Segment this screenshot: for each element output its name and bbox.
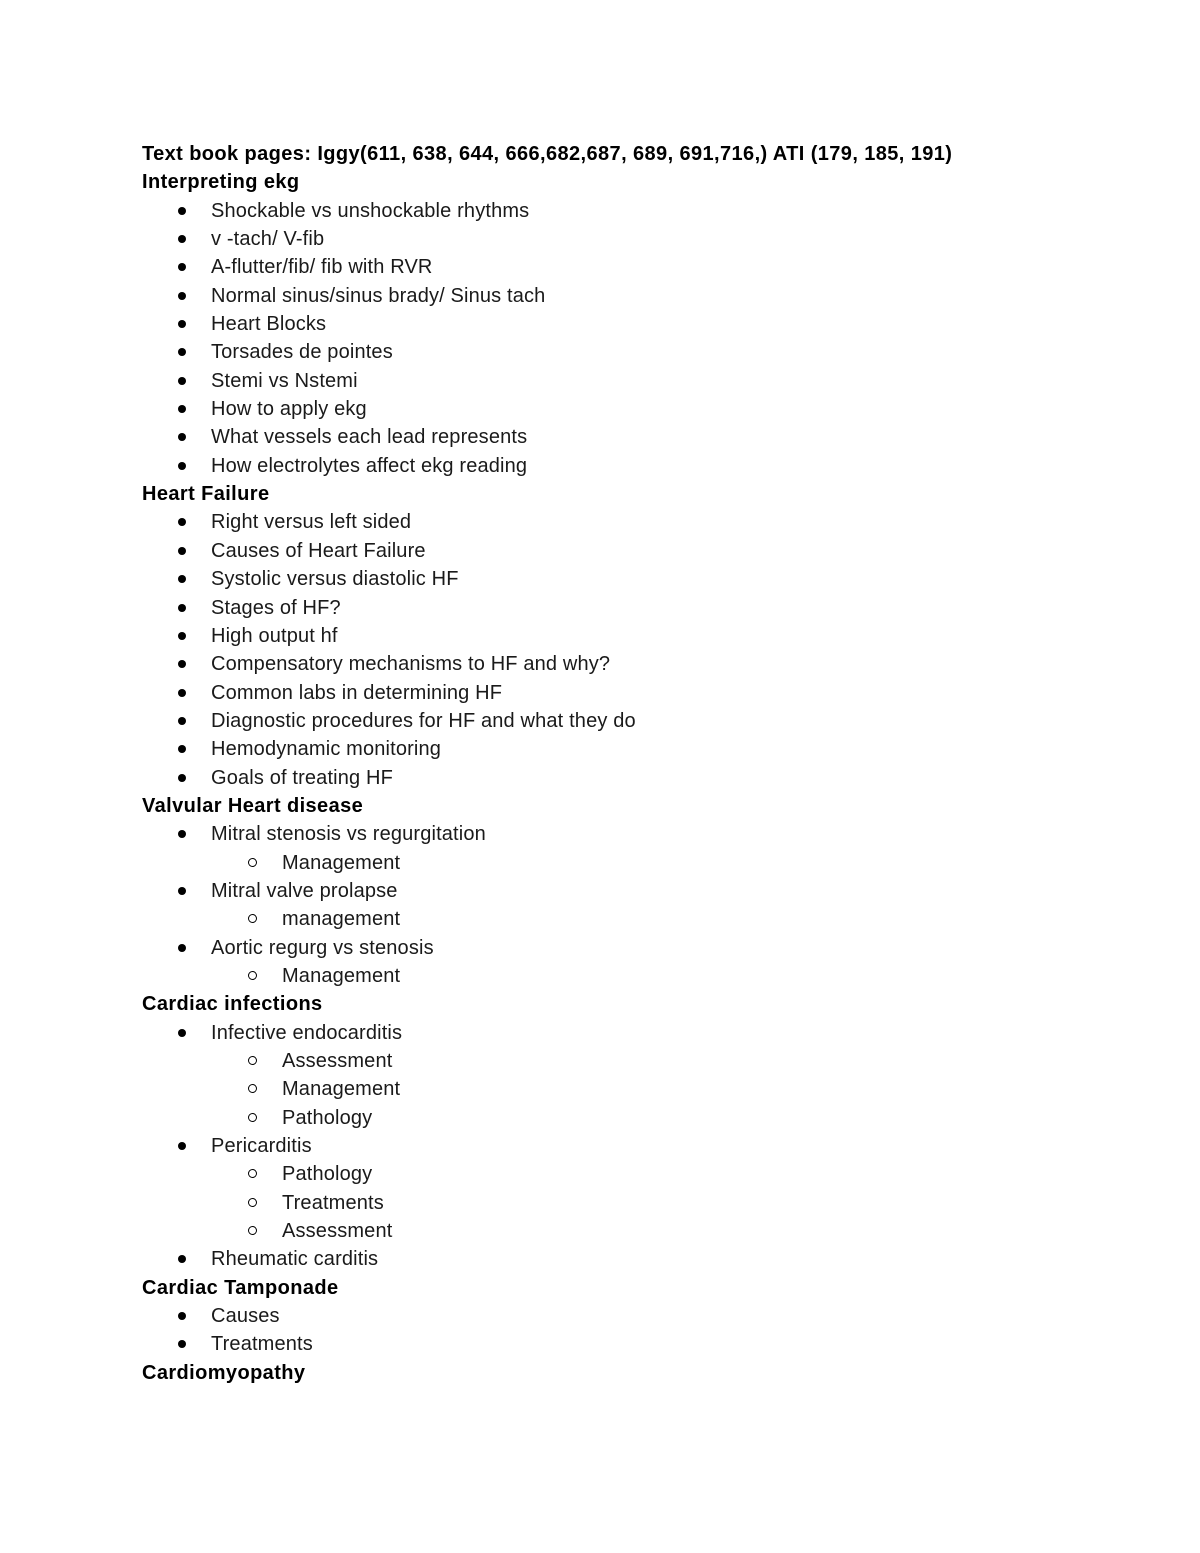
list-item-text: Shockable vs unshockable rhythms	[211, 199, 530, 222]
list-item	[142, 565, 1142, 593]
list-item	[142, 395, 1142, 423]
hollow-bullet-icon	[248, 1056, 257, 1065]
sub-list-item	[142, 1160, 1142, 1188]
list-item	[142, 452, 1142, 480]
list-item	[142, 282, 1142, 310]
bullet-icon	[178, 1255, 186, 1263]
list-item	[142, 1245, 1142, 1273]
list-item-text: Hemodynamic monitoring	[211, 738, 442, 761]
bullet-icon	[178, 235, 186, 243]
list-item	[142, 508, 1142, 536]
section-heading: Cardiac infections	[142, 993, 323, 1016]
bullet-icon	[178, 1029, 186, 1037]
list-item	[142, 197, 1142, 225]
sub-list-item-text: management	[282, 908, 401, 931]
list-item	[142, 537, 1142, 565]
bullet-icon	[178, 717, 186, 725]
bullet-icon	[178, 830, 186, 838]
list-item-text: Causes	[211, 1305, 280, 1328]
list-item-text: v -tach/ V-fib	[211, 228, 325, 251]
bullet-icon	[178, 1142, 186, 1150]
list-item	[142, 820, 1142, 848]
section-heading: Valvular Heart disease	[142, 794, 364, 817]
bullet-icon	[178, 433, 186, 441]
list-item-text: A-flutter/fib/ fib with RVR	[211, 256, 433, 279]
list-item-text: How to apply ekg	[211, 398, 367, 421]
sub-list-item	[142, 1104, 1142, 1132]
hollow-bullet-icon	[248, 914, 257, 923]
hollow-bullet-icon	[248, 971, 257, 980]
list-item	[142, 877, 1142, 905]
list-item	[142, 310, 1142, 338]
list-item	[142, 679, 1142, 707]
sub-list-item	[142, 1075, 1142, 1103]
list-item-text: High output hf	[211, 624, 338, 647]
outline-sections	[142, 168, 1142, 1387]
list-item	[142, 764, 1142, 792]
sub-list-item-text: Assessment	[282, 1220, 393, 1243]
bullet-icon	[178, 604, 186, 612]
sub-list-item	[142, 1189, 1142, 1217]
list-item-text: Stemi vs Nstemi	[211, 369, 358, 392]
sub-list-item-text: Treatments	[282, 1191, 384, 1214]
list-item-text: Treatments	[211, 1333, 313, 1356]
list-item	[142, 1019, 1142, 1047]
list-item-text: Rheumatic carditis	[211, 1248, 379, 1271]
list-item	[142, 338, 1142, 366]
list-item-text: What vessels each lead represents	[211, 426, 528, 449]
sub-list-item-text: Pathology	[282, 1163, 373, 1186]
bullet-icon	[178, 632, 186, 640]
list-item	[142, 594, 1142, 622]
section-heading: Cardiac Tamponade	[142, 1276, 339, 1299]
sub-list-item	[142, 1047, 1142, 1075]
hollow-bullet-icon	[248, 858, 257, 867]
list-item	[142, 1330, 1142, 1358]
hollow-bullet-icon	[248, 1198, 257, 1207]
list-item-text: Infective endocarditis	[211, 1021, 403, 1044]
list-item	[142, 367, 1142, 395]
list-item	[142, 253, 1142, 281]
list-item-text: Systolic versus diastolic HF	[211, 568, 459, 591]
sub-list-item-text: Pathology	[282, 1106, 373, 1129]
bullet-icon	[178, 207, 186, 215]
bullet-icon	[178, 377, 186, 385]
bullet-icon	[178, 887, 186, 895]
bullet-icon	[178, 462, 186, 470]
list-item	[142, 934, 1142, 962]
list-item	[142, 1132, 1142, 1160]
bullet-icon	[178, 774, 186, 782]
list-item-text: Goals of treating HF	[211, 766, 393, 789]
list-item-text: Aortic regurg vs stenosis	[211, 936, 434, 959]
bullet-icon	[178, 689, 186, 697]
hollow-bullet-icon	[248, 1226, 257, 1235]
list-item-text: How electrolytes affect ekg reading	[211, 454, 528, 477]
list-item-text: Pericarditis	[211, 1135, 312, 1158]
list-item	[142, 1302, 1142, 1330]
bullet-icon	[178, 575, 186, 583]
sub-list-item-text: Assessment	[282, 1050, 393, 1072]
section-heading: Cardiomyopathy	[142, 1361, 306, 1384]
list-item-text: Normal sinus/sinus brady/ Sinus tach	[211, 284, 546, 307]
bullet-icon	[178, 320, 186, 328]
list-item	[142, 622, 1142, 650]
bullet-icon	[178, 660, 186, 668]
list-item	[142, 423, 1142, 451]
list-item-text: Mitral valve prolapse	[211, 879, 398, 902]
list-item-text: Mitral stenosis vs regurgitation	[211, 823, 486, 846]
sub-list-item	[142, 1217, 1142, 1245]
list-item-text: Causes of Heart Failure	[211, 539, 426, 562]
list-item	[142, 707, 1142, 735]
bullet-icon	[178, 547, 186, 555]
bullet-icon	[178, 1340, 186, 1348]
bullet-icon	[178, 745, 186, 753]
list-item-text: Stages of HF?	[211, 596, 341, 619]
bullet-icon	[178, 518, 186, 526]
list-item	[142, 650, 1142, 678]
sub-list-item-text: Management	[282, 1078, 401, 1101]
list-item	[142, 225, 1142, 253]
list-item-text: Right versus left sided	[211, 511, 412, 534]
sub-list-item	[142, 962, 1142, 990]
list-item-text: Torsades de pointes	[211, 341, 393, 364]
section-heading: Heart Failure	[142, 483, 270, 506]
list-item-text: Heart Blocks	[211, 313, 327, 336]
sub-list-item	[142, 849, 1142, 877]
hollow-bullet-icon	[248, 1113, 257, 1122]
sub-list-item-text: Management	[282, 851, 401, 874]
list-item-text: Diagnostic procedures for HF and what they do	[211, 709, 636, 732]
list-item	[142, 735, 1142, 763]
list-item-text: Compensatory mechanisms to HF and why?	[211, 653, 611, 676]
sub-list-item	[142, 905, 1142, 933]
sub-list-item-text: Management	[282, 964, 401, 987]
bullet-icon	[178, 292, 186, 300]
bullet-icon	[178, 405, 186, 413]
bullet-icon	[178, 348, 186, 356]
document-page	[142, 140, 1142, 1387]
bullet-icon	[178, 263, 186, 271]
hollow-bullet-icon	[248, 1084, 257, 1093]
textbook-pages-line: Text book pages: Iggy(611, 638, 644, 666,682,687, 689, 691,716,) ATI (179, 185, 191)	[142, 143, 953, 165]
bullet-icon	[178, 1312, 186, 1320]
section-heading: Interpreting ekg	[142, 171, 300, 194]
list-item-text: Common labs in determining HF	[211, 681, 503, 704]
bullet-icon	[178, 944, 186, 952]
hollow-bullet-icon	[248, 1169, 257, 1178]
